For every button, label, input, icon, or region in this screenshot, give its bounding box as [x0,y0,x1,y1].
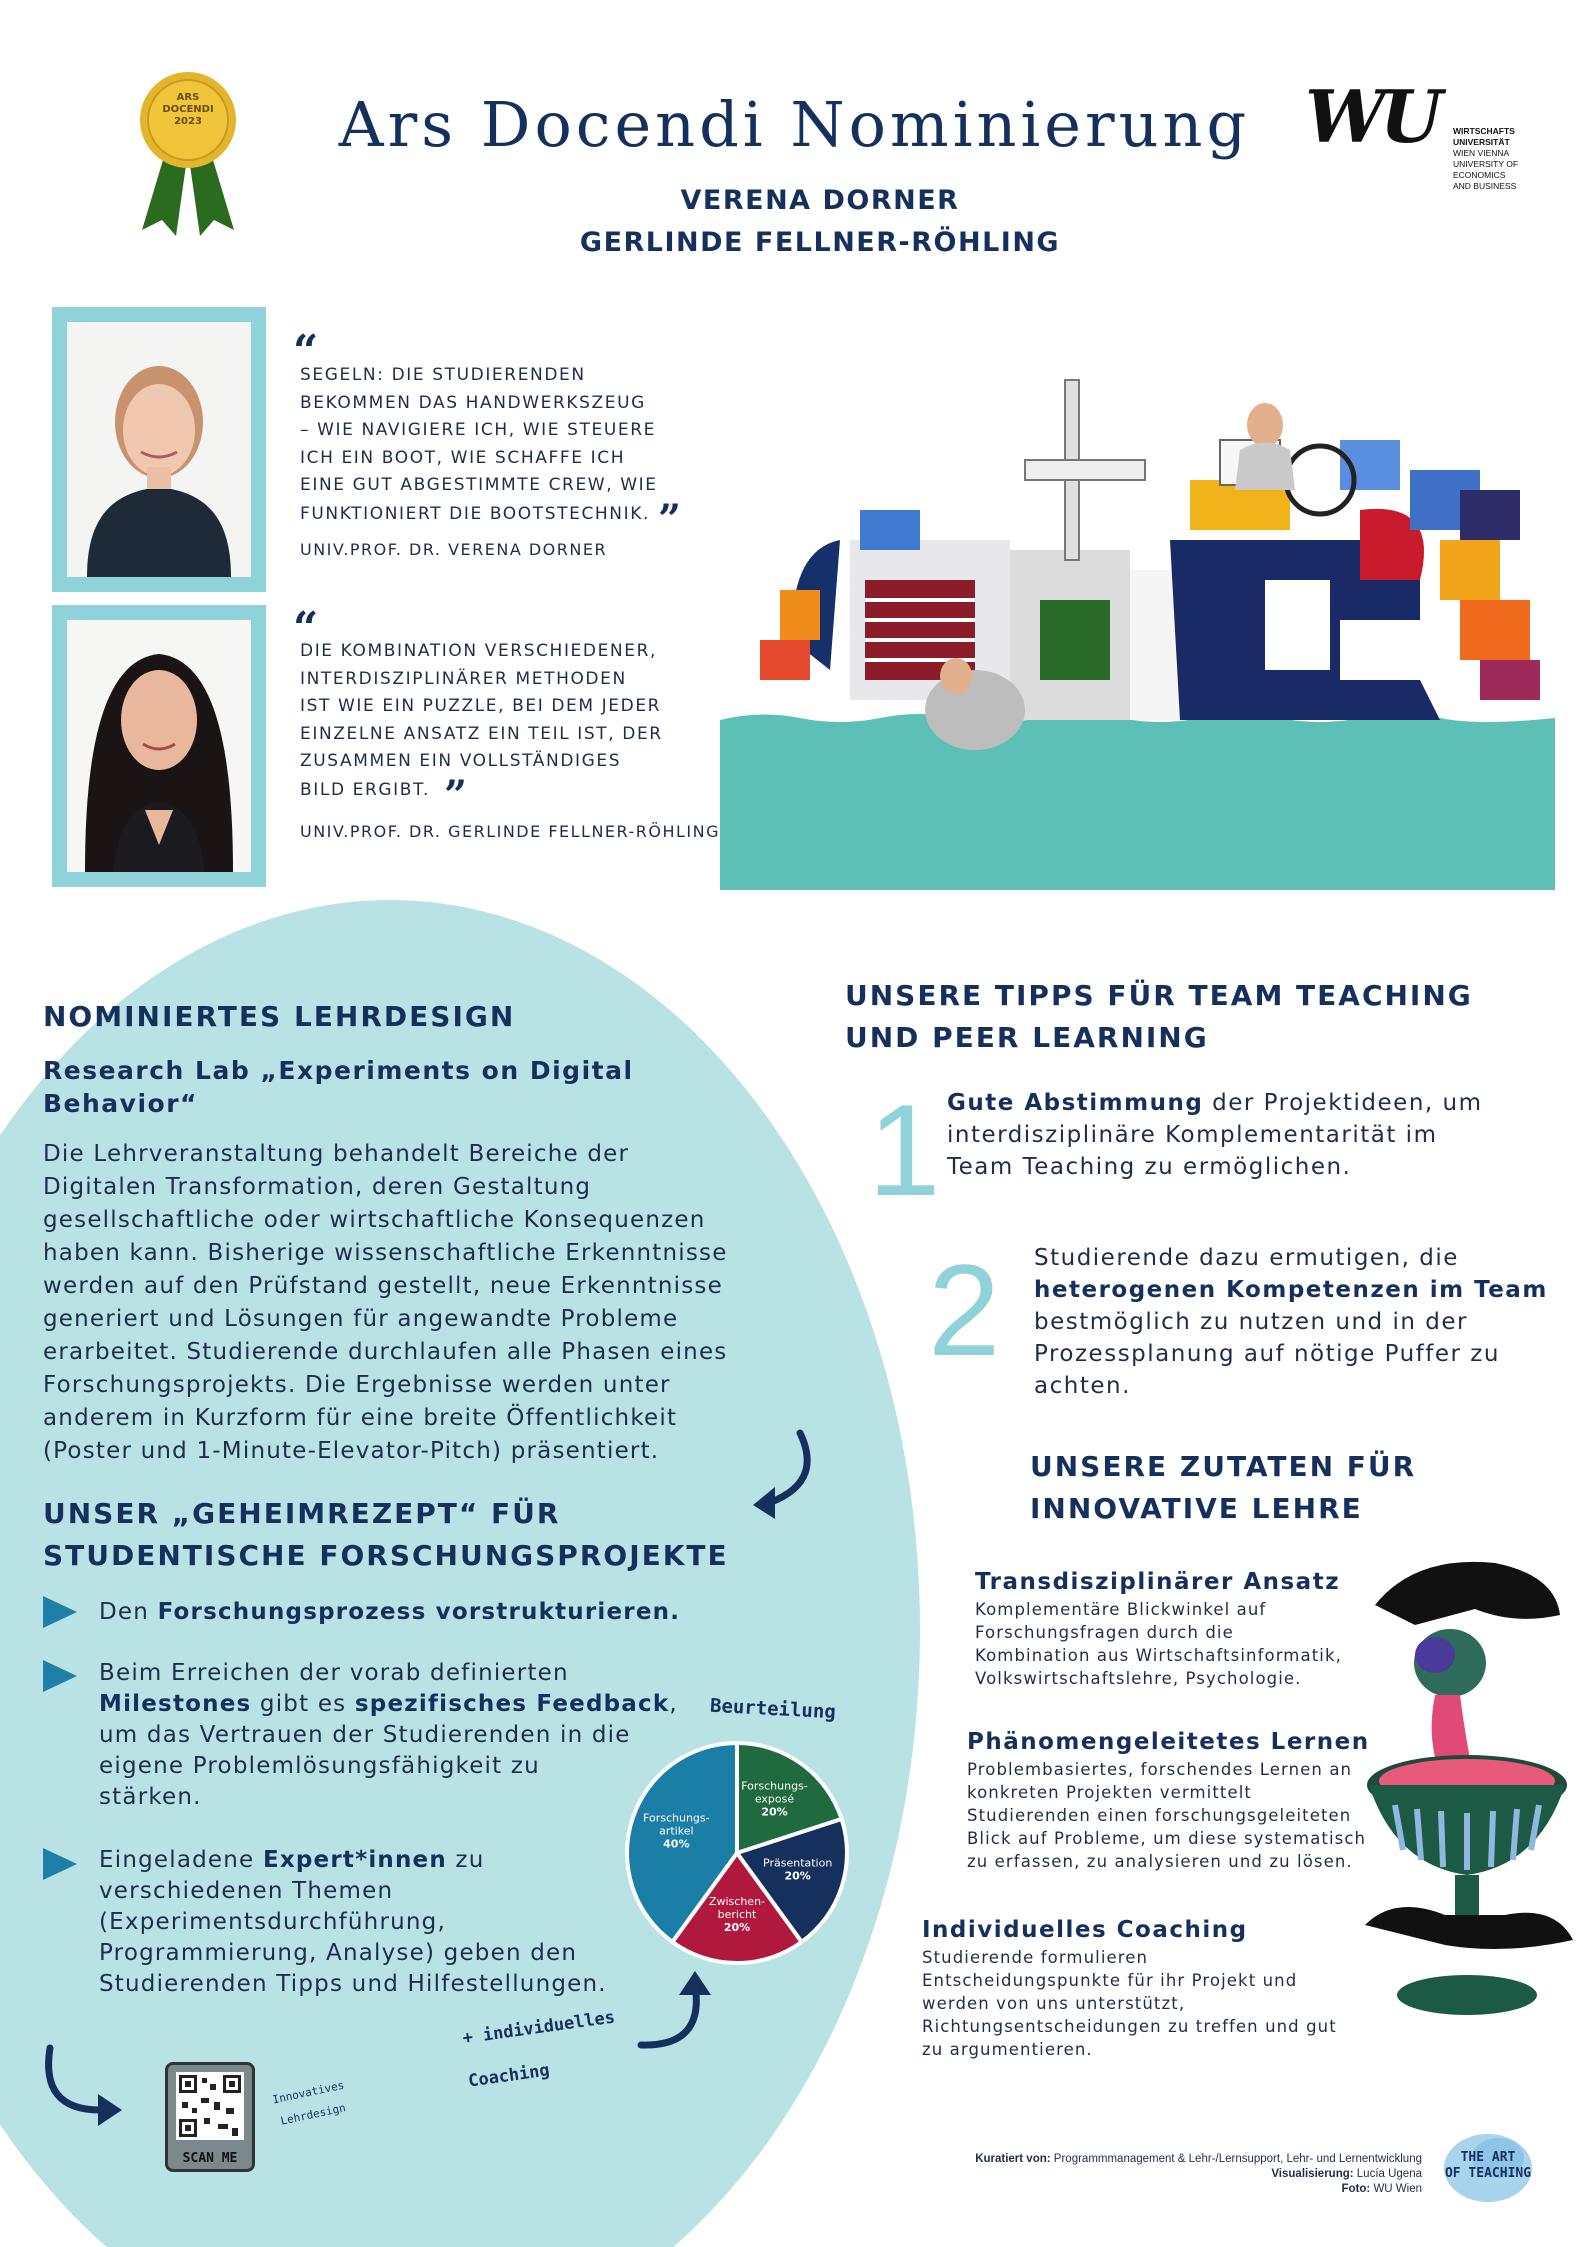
course-desc-line-3: gesellschaftliche oder wirtschaftliche Konsequenzen [43,1207,706,1233]
tipps-heading [845,975,1473,1059]
rezept-b2-line-5: stärken. [99,1784,202,1810]
rezept-b3-line-2: verschiedenen Themen [99,1878,394,1904]
pie-label-3: Zwischen-bericht 20% [708,1894,766,1934]
wu-logo-mark: WU [1305,74,1437,159]
tip-number-1: 1 [868,1077,941,1223]
tip-1-line-2: interdisziplinäre Komplementarität im [947,1122,1438,1148]
medal-line-3: 2023 [174,116,202,127]
quote-dorner [300,362,683,543]
ingredient-1-line-1: Komplementäre Blickwinkel auf [975,1600,1267,1619]
bullet-arrow-icon-3 [43,1848,77,1880]
bullet-arrow-icon-2 [43,1660,77,1692]
ingredient-2-line-2: konkreten Projekten vermittelt [967,1783,1252,1802]
pie-label-4: Forschungs-artikel 40% [643,1811,710,1851]
ingredient-2 [967,1729,1370,1873]
rezept-b2-bold-2: spezifisches Feedback [354,1691,670,1717]
ingredient-2-line-1: Problembasiertes, forschendes Lernen an [967,1760,1353,1779]
wu-logo [1305,74,1535,202]
footer-credits [880,2152,1422,2197]
ingredient-1-line-2: Forschungsfragen durch die [975,1623,1234,1642]
medal-line-1: ARS [176,92,200,103]
rezept-b3-bold: Expert*innen [262,1847,447,1873]
quote-2-line-5: ZUSAMMEN EIN VOLLSTÄNDIGES [300,751,622,771]
course-desc-line-1: Die Lehrveranstaltung behandelt Bereiche der [43,1141,630,1167]
wu-logo-line-5: ECONOMICS [1453,170,1506,180]
quote-2-line-3: IST WIE EIN PUZZLE, BEI DEM JEDER [300,696,662,716]
tip-1-line-3: Team Teaching zu ermöglichen. [947,1154,1352,1180]
curved-arrow-icon-2 [635,1965,725,2059]
beurteilung-pie-chart [622,1738,852,1968]
pie-label-1: Forschungs-exposé 20% [741,1779,808,1819]
course-desc-line-10: (Poster und 1-Minute-Elevator-Pitch) präsentiert. [43,1438,660,1464]
quote-2-line-1: DIE KOMBINATION VERSCHIEDENER, [300,641,658,661]
ingredient-1-title: Transdisziplinärer Ansatz [975,1569,1341,1595]
course-title [43,1054,634,1120]
course-title-line-2: Behavior“ [43,1089,198,1118]
qr-code[interactable] [165,2062,255,2172]
footer-kuratiert-label: Kuratiert von: [975,2153,1051,2165]
quote-1-line-6: FUNKTIONIERT DIE BOOTSTECHNIK. [300,503,650,524]
quote-1-line-2: BEKOMMEN DAS HANDWERKSZEUG [300,392,646,413]
qr-note-line-1: Innovatives [271,2078,346,2107]
ingredient-1 [975,1569,1342,1690]
ingredient-2-line-4: Blick auf Probleme, um diese systematisch [967,1829,1367,1848]
course-title-line-1: Research Lab „Experiments on Digital [43,1056,634,1085]
ingredient-2-line-3: Studierenden einen forschungsgeleiteten [967,1806,1352,1825]
tip-2-line-5: achten. [1034,1373,1131,1399]
ingredient-3-line-5: zu argumentieren. [922,2040,1093,2059]
tip-number-2: 2 [928,1237,1001,1383]
coaching-note-line-2: Coaching [467,2060,551,2092]
portrait-dorner [67,322,251,577]
course-desc-line-7: erarbeitet. Studierende durchlaufen alle Phasen eines [43,1339,728,1365]
rezept-bullet-2 [99,1658,678,1813]
ingredient-3-line-3: werden von uns unterstützt, [922,1994,1186,2013]
course-description [43,1138,728,1468]
wu-logo-line-4: UNIVERSITY OF [1453,159,1519,169]
course-desc-line-2: Digitalen Transformation, deren Gestaltung [43,1174,592,1200]
rezept-heading-line-1: UNSER „GEHEIMREZEPT“ FÜR [43,1497,561,1530]
quote-open-icon-1: “ [293,326,319,377]
curved-arrow-icon-1 [745,1425,825,1529]
qr-code-pattern [168,2068,252,2148]
beurteilung-label: Beurteilung [709,1694,837,1724]
quote-author-fellner: UNIV.PROF. DR. GERLINDE FELLNER-RÖHLING [300,822,721,841]
rezept-b3-end: zu [446,1847,485,1873]
ingredient-3-line-2: Entscheidungspunkte für ihr Projekt und [922,1971,1298,1990]
wu-logo-line-2: UNIVERSITÄT [1453,137,1510,147]
quote-2-line-4: EINZELNE ANSATZ EIN TEIL IST, DER [300,723,663,744]
tip-2-line-4: Prozessplanung auf nötige Puffer zu [1034,1341,1500,1367]
coaching-note-line-1: + individuelles [461,2007,617,2049]
quote-author-dorner: UNIV.PROF. DR. VERENA DORNER [300,540,608,559]
portrait-frame-fellner [52,605,266,887]
zutaten-heading-line-1: UNSERE ZUTATEN FÜR [1030,1450,1417,1483]
rezept-b2-line-3: um das Vertrauen der Studierenden in die [99,1722,631,1748]
quote-2-line-2: INTERDISZIPLINÄRER METHODEN [300,668,627,689]
pie-label-2: Präsentation 20% [763,1856,833,1883]
chalice-illustration [1355,1545,1580,2025]
course-desc-line-4: haben kann. Bisherige wissenschaftliche Erkenntnisse [43,1240,728,1266]
wu-logo-line-6: AND BUSINESS [1453,181,1517,191]
quote-1-line-1: SEGELN: DIE STUDIERENDEN [300,365,586,385]
quote-open-icon-2: “ [293,603,319,654]
curved-arrow-icon-3 [40,2040,130,2134]
course-desc-line-9: anderem in Kurzform für eine breite Öffentlichkeit [43,1405,678,1431]
rezept-b1-pre: Den [99,1599,158,1625]
name-verena: VERENA DORNER [680,185,960,216]
rezept-b2-mid: gibt es [251,1691,355,1717]
footer-kuratiert-value: Programmmanagement & Lehr-/Lernsupport, Lehr- und Lernentwicklung [1053,2153,1422,2165]
ingredient-2-line-5: zu erfassen, zu analysieren und zu lösen. [967,1852,1353,1871]
rezept-bullet-1 [99,1596,680,1629]
tip-1-rest: der Projektideen, um [1203,1090,1483,1116]
zutaten-heading-line-2: INNOVATIVE LEHRE [1030,1492,1363,1525]
art-logo-line-2: OF TEACHING [1444,2166,1532,2181]
qr-scan-label: SCAN ME [182,2151,238,2166]
wu-logo-line-3: WIEN VIENNA [1453,148,1510,158]
tipps-heading-line-2: UND PEER LEARNING [845,1021,1209,1054]
ingredient-3 [922,1917,1337,2061]
wu-logo-line-1: WIRTSCHAFTS [1453,126,1515,136]
rezept-b2-bold-1: Milestones [99,1691,252,1717]
qr-note-line-2: Lehrdesign [279,2101,347,2128]
ingredient-2-title: Phänomengeleitetes Lernen [967,1729,1370,1755]
footer-foto-value: WU Wien [1373,2183,1422,2195]
quote-1-line-4: ICH EIN BOOT, WIE SCHAFFE ICH [300,447,626,468]
portrait-fellner [67,620,251,872]
rezept-b3-line-4: Programmierung, Analyse) geben den [99,1940,578,1966]
art-of-teaching-logo [1438,2128,1538,2208]
rezept-heading [43,1493,729,1577]
rezept-b3-pre: Eingeladene [99,1847,263,1873]
tip-1-bold: Gute Abstimmung [947,1090,1204,1116]
pie-svg [622,1738,852,1968]
rezept-b2-end: , [669,1691,678,1717]
tip-2-line-1: Studierende dazu ermutigen, die [1034,1245,1459,1271]
rezept-b2-line-1: Beim Erreichen der vorab definierten [99,1660,569,1686]
rezept-b3-line-5: Studierenden Tipps und Hilfestellungen. [99,1971,607,1997]
tip-2 [1034,1242,1548,1402]
footer-foto-label: Foto: [1341,2183,1371,2195]
name-gerlinde: GERLINDE FELLNER-RÖHLING [579,227,1061,258]
bullet-arrow-icon-1 [43,1596,77,1628]
lehrdesign-heading: NOMINIERTES LEHRDESIGN [43,1000,516,1033]
rezept-b3-line-1 [99,1845,607,1876]
rezept-heading-line-2: STUDENTISCHE FORSCHUNGSPROJEKTE [43,1539,729,1572]
boat-puzzle-illustration [720,340,1555,890]
quote-close-icon-2: ” [444,771,469,819]
quote-1-line-5: EINE GUT ABGESTIMMTE CREW, WIE [300,475,658,495]
ingredient-3-line-4: Richtungsentscheidungen zu treffen und gut [922,2017,1337,2036]
ingredient-1-line-3: Kombination aus Wirtschaftsinformatik, [975,1646,1342,1665]
quote-1-line-3: – WIE NAVIGIERE ICH, WIE STEUERE [300,420,656,440]
footer-vis-value: Lucía Ugena [1356,2168,1422,2180]
quote-2-line-6: BILD ERGIBT. [300,779,431,800]
ingredient-3-title: Individuelles Coaching [922,1917,1248,1943]
tip-1 [947,1087,1483,1183]
footer-vis-label: Visualisierung: [1271,2168,1354,2180]
course-desc-line-6: generiert und Lösungen für angewandte Probleme [43,1306,679,1332]
quote-fellner [300,638,663,819]
tipps-heading-line-1: UNSERE TIPPS FÜR TEAM TEACHING [845,979,1473,1012]
rezept-b3-line-3: (Experimentsdurchführung, [99,1909,446,1935]
course-desc-line-8: Forschungsprojekts. Die Ergebnisse werden unter [43,1372,671,1398]
page-title: Ars Docendi Nominierung [338,88,1251,161]
quote-close-icon-1: ” [658,495,683,543]
course-desc-line-5: werden auf den Prüfstand gestellt, neue Erkenntnisse [43,1273,723,1299]
rezept-b1-bold: Forschungsprozess vorstrukturieren. [157,1599,681,1625]
medal-line-2: DOCENDI [162,104,214,115]
art-logo-line-1: THE ART [1460,2150,1516,2165]
tip-2-bold: heterogenen Kompetenzen im Team [1034,1277,1548,1303]
tip-2-line-3: bestmöglich zu nutzen und in der [1034,1309,1468,1335]
ingredient-3-line-1: Studierende formulieren [922,1948,1149,1967]
rezept-b2-line-2 [99,1689,678,1720]
rezept-b2-line-4: eigene Problemlösungsfähigkeit zu [99,1753,540,1779]
portrait-frame-dorner [52,307,266,592]
ingredient-1-line-4: Volkswirtschaftslehre, Psychologie. [975,1669,1302,1688]
zutaten-heading [1030,1446,1416,1530]
rezept-bullet-3 [99,1845,607,2000]
